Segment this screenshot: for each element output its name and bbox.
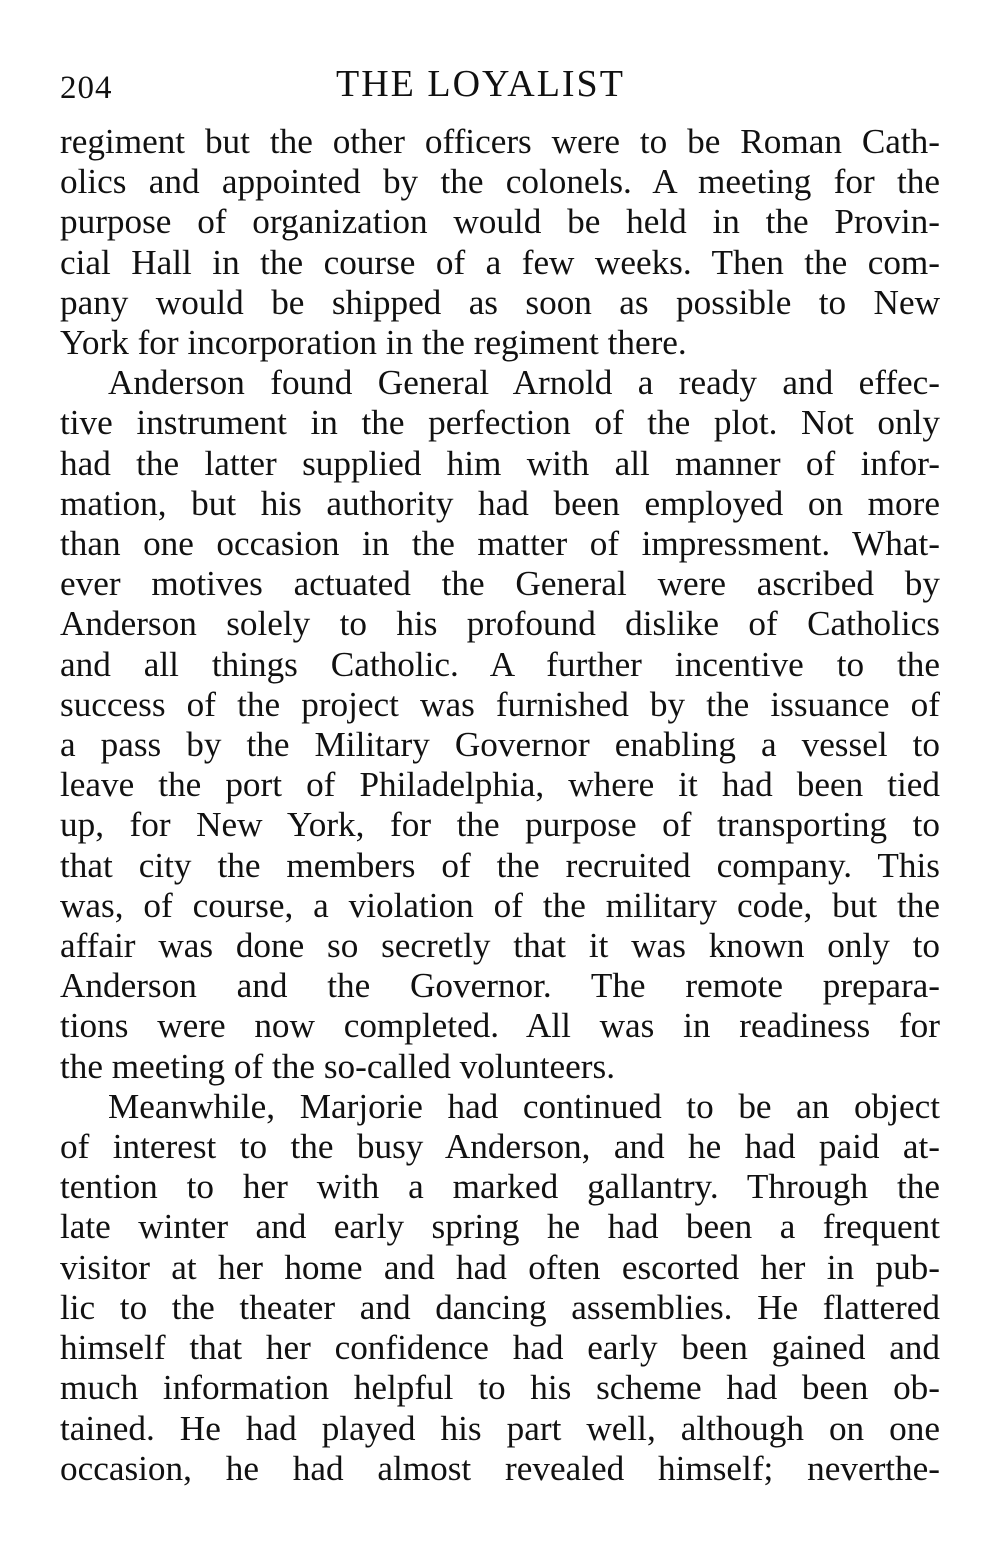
text-line: lic to the theater and dancing assemblies. He flattered [60,1287,940,1327]
text-line: up, for New York, for the purpose of transporting to [60,805,940,845]
book-page [60,62,940,1489]
text-line: that city the members of the recruited company. This [60,845,940,885]
text-line: cial Hall in the course of a few weeks. Then the com- [60,242,940,282]
text-line: mation, but his authority had been employed on more [60,483,940,523]
text-line: occasion, he had almost revealed himself; neverthe- [60,1448,940,1488]
page-number: 204 [60,70,113,106]
text-line: leave the port of Philadelphia, where it had been tied [60,765,940,805]
text-line: was, of course, a violation of the military code, but the [60,885,940,925]
text-line: had the latter supplied him with all manner of infor- [60,443,940,483]
text-line: visitor at her home and had often escorted her in pub- [60,1247,940,1287]
running-head: THE LOYALIST [336,63,625,105]
body-text [60,122,940,1489]
text-line: Meanwhile, Marjorie had continued to be an object [108,1086,940,1126]
paragraph-2 [60,363,940,1087]
page-header [60,62,940,112]
text-line: York for incorporation in the regiment there. [60,323,687,363]
text-line: tions were now completed. All was in readiness for [60,1006,940,1046]
paragraph-3 [60,1087,940,1489]
text-line: regiment but the other officers were to be Roman Cath- [60,122,940,161]
text-line: a pass by the Military Governor enabling a vessel to [60,725,940,765]
text-line: Anderson and the Governor. The remote prepara- [60,966,940,1006]
text-line: pany would be shipped as soon as possible to New [60,282,940,322]
text-line: late winter and early spring he had been a frequent [60,1207,940,1247]
text-line: tained. He had played his part well, although on one [60,1408,940,1448]
text-line: ever motives actuated the General were ascribed by [60,564,940,604]
text-line: and all things Catholic. A further incentive to the [60,644,940,684]
paragraph-1 [60,122,940,363]
text-line: Anderson solely to his profound dislike of Catholics [60,604,940,644]
text-line: olics and appointed by the colonels. A meeting for the [60,162,940,202]
text-line: affair was done so secretly that it was known only to [60,926,940,966]
text-line: than one occasion in the matter of impressment. What- [60,524,940,564]
text-line: purpose of organization would be held in the Provin- [60,202,940,242]
text-line: much information helpful to his scheme had been ob- [60,1368,940,1408]
text-line: the meeting of the so-called volunteers. [60,1046,615,1086]
text-line: Anderson found General Arnold a ready and effec- [108,363,940,403]
text-line: tention to her with a marked gallantry. Through the [60,1167,940,1207]
text-line: of interest to the busy Anderson, and he had paid at- [60,1127,940,1167]
text-line: tive instrument in the perfection of the plot. Not only [60,403,940,443]
text-line: himself that her confidence had early been gained and [60,1328,940,1368]
text-line: success of the project was furnished by the issuance of [60,684,940,724]
